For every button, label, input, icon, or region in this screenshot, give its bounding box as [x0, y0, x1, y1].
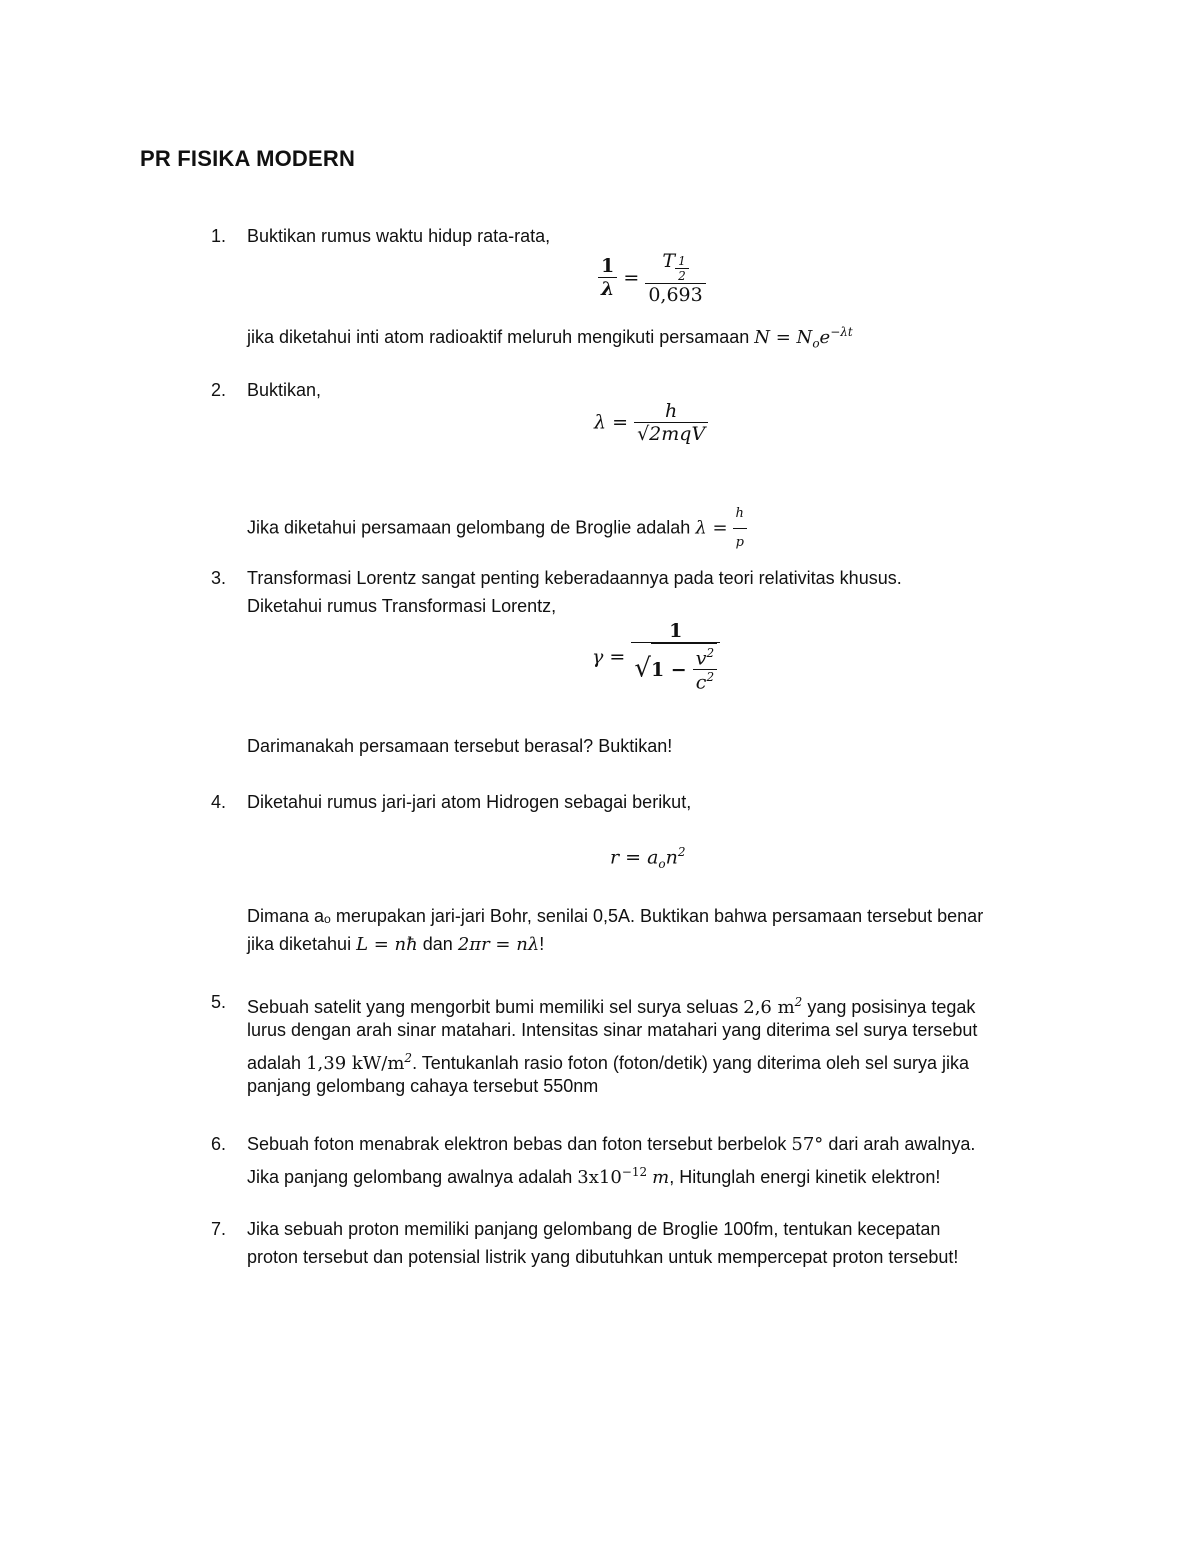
problem-number-6: 6.	[211, 1134, 227, 1154]
eq1-lhs-numerator: 1	[601, 255, 615, 278]
eq3-numerator: 1	[669, 620, 683, 642]
problem-number-2: 2.	[211, 380, 227, 400]
problem-2-text: Buktikan,	[247, 380, 322, 400]
problem-7-text: Jika sebuah proton memiliki panjang gelombang de Broglie 100fm, tentukan kecepatan	[247, 1219, 941, 1239]
eq1-rhs-numerator: T $_{\frac{1}{2}}$	[645, 250, 705, 283]
eq1-lhs-denominator: λ	[598, 277, 617, 300]
eq2-numerator: h	[664, 400, 678, 422]
eq2-denominator: √2mqV	[634, 422, 708, 445]
problem-2-condition: Jika diketahui persamaan gelombang de Broglie adalah λ = $\frac{h}{p}$	[247, 500, 747, 557]
problem-3-text-2: Diketahui rumus Transformasi Lorentz,	[247, 596, 557, 616]
equation-lorentz-factor: γ = 1 √1 − $\frac{v^2}{c^2}$	[592, 620, 720, 694]
problem-number-7: 7.	[211, 1219, 227, 1239]
problem-number-5: 5.	[211, 992, 227, 1012]
problem-6-text: Sebuah foton menabrak elektron bebas dan foton tersebut berbelok 57° dari arah awalnya.	[247, 1134, 976, 1155]
problem-5-text-3: adalah 1,39 $kW/m^2$. Tentukanlah rasio foton (foton/detik) yang diterima oleh sel surya jika	[247, 1051, 970, 1074]
problem-1-text: Buktikan rumus waktu hidup rata-rata,	[247, 226, 551, 246]
problem-1-condition: jika diketahui inti atom radioaktif meluruh mengikuti persamaan $N = N_oe^{-\lambda t}$	[247, 325, 853, 351]
problem-3-question: Darimanakah persamaan tersebut berasal? Buktikan!	[247, 736, 673, 756]
problem-5-text-2: lurus dengan arah sinar matahari. Intensitas sinar matahari yang diterima sel surya tersebut	[247, 1020, 978, 1040]
problem-3-text: Transformasi Lorentz sangat penting keberadaannya pada teori relativitas khusus.	[247, 568, 902, 588]
page-title: PR FISIKA MODERN	[140, 146, 356, 171]
problem-6-text-2: Jika panjang gelombang awalnya adalah $3x10^{-12}$ m, Hitunglah energi kinetik elektron!	[247, 1165, 941, 1188]
problem-7-text-2: proton tersebut dan potensial listrik yang dibutuhkan untuk mempercepat proton tersebut!	[247, 1247, 959, 1267]
eq3-denominator: √1 − $\frac{v^2}{c^2}$	[631, 642, 720, 694]
problem-4-condition: jika diketahui L = nħ dan 2πr = nλ!	[247, 934, 545, 955]
problem-number-4: 4.	[211, 792, 227, 812]
equation-lifetime: $\frac{1}{\lambda}$ = T $_{\frac{1}{2}}$ 0,693	[598, 250, 706, 306]
problem-number-1: 1.	[211, 226, 227, 246]
eq1-rhs-denominator: 0,693	[645, 283, 705, 306]
equation-de-broglie-voltage: λ = $\frac{h}{\text{√2mqV}}$	[594, 400, 708, 445]
problem-number-3: 3.	[211, 568, 227, 588]
problem-4-text: Diketahui rumus jari-jari atom Hidrogen sebagai berikut,	[247, 792, 692, 812]
problem-5-text-4: panjang gelombang cahaya tersebut 550nm	[247, 1076, 599, 1096]
equation-bohr-radius: $r = a_on^2$	[610, 845, 686, 872]
problem-5-text: Sebuah satelit yang mengorbit bumi memiliki sel surya seluas 2,6 $m^2$ yang posisinya tegak	[247, 995, 976, 1018]
problem-4-text-2: Dimana aₒ merupakan jari-jari Bohr, senilai 0,5A. Buktikan bahwa persamaan tersebut benar	[247, 906, 984, 926]
